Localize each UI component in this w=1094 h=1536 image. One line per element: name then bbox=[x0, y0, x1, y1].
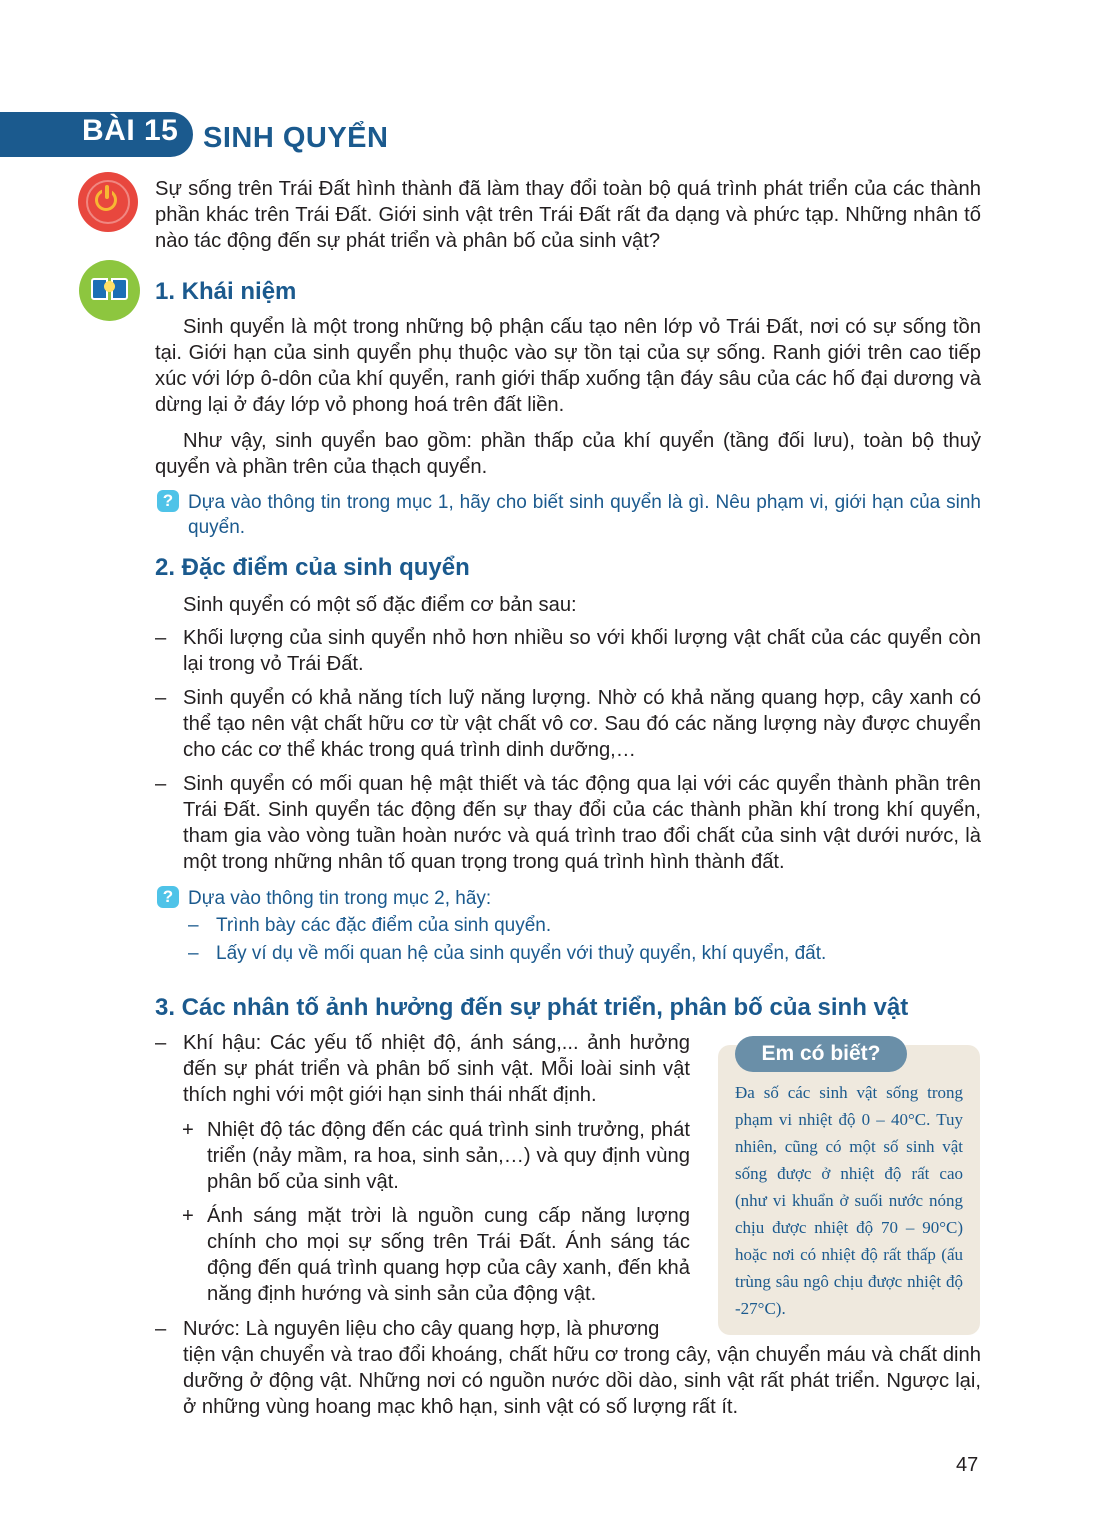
section-2-question-item-2: Lấy ví dụ về mối quan hệ của sinh quyển với thuỷ quyển, khí quyển, đất. bbox=[216, 943, 827, 964]
bullet-dash: – bbox=[188, 915, 199, 936]
page-number: 47 bbox=[956, 1454, 979, 1476]
bullet-dash: – bbox=[155, 1032, 167, 1054]
bullet-plus: + bbox=[182, 1119, 194, 1141]
section-1-heading: 1. Khái niệm bbox=[155, 278, 297, 305]
section-2-lead: Sinh quyển có một số đặc điểm cơ bản sau: bbox=[183, 594, 577, 616]
did-you-know-text: Đa số các sinh vật sống trong phạm vi nhiệt độ 0 – 40°C. Tuy nhiên, cũng có một số sinh vật sống được ở nhiệt độ rất cao (như vi khuẩn ở suối nước nóng chịu được nhiệt độ 70 – 90°C) hoặc nơi có nhiệt độ rất thấp (ấu trùng sâu ngô chịu được nhiệt độ -27°C). bbox=[735, 1083, 963, 1318]
lesson-number: BÀI 15 bbox=[82, 114, 179, 147]
section-1-paragraph-1: Sinh quyển là một trong những bộ phận cấu tạo nên lớp vỏ Trái Đất, nơi có sự sống tồn tại. Giới hạn của sinh quyển phụ thuộc vào sự tồn tại của sự sống. Ranh giới trên cao tiếp xúc với lớp ô-dôn của khí quyển, ranh giới thấp xuống tận đáy sâu của các hố đại dương và dừng lại ở đáy lớp vỏ phong hoá trên đất liền. bbox=[155, 316, 981, 416]
bullet-dash: – bbox=[188, 943, 199, 964]
power-icon bbox=[78, 172, 138, 232]
section-2-heading: 2. Đặc điểm của sinh quyển bbox=[155, 554, 470, 581]
section-2-item-1: Khối lượng của sinh quyển nhỏ hơn nhiều so với khối lượng vật chất của các quyển còn lại trong vỏ Trái Đất. bbox=[183, 627, 981, 675]
lesson-title: SINH QUYỂN bbox=[203, 122, 389, 154]
bullet-dash: – bbox=[155, 773, 167, 795]
question-icon: ? bbox=[157, 886, 179, 908]
question-icon: ? bbox=[157, 490, 179, 512]
section-2-question-item-1: Trình bày các đặc điểm của sinh quyển. bbox=[216, 915, 552, 936]
section-2-item-3: Sinh quyển có mối quan hệ mật thiết và tác động qua lại với các quyển thành phần trên Trái Đất. Sinh quyển tác động đến sự thay đổi của các thành phần khí trong khí quyển, tham gia vào vòng tuần hoàn nước và quá trình trao đổi chất của sinh vật dưới nước, là một trong những nhân tố quan trọng trong quá trình hình thành đất. bbox=[183, 773, 981, 873]
section-3-sub-1: Nhiệt độ tác động đến các quá trình sinh trưởng, phát triển (nảy mầm, ra hoa, sinh sản,…) và quy định vùng phân bố của sinh vật. bbox=[207, 1119, 690, 1193]
section-1-question: Dựa vào thông tin trong mục 1, hãy cho biết sinh quyển là gì. Nêu phạm vi, giới hạn của sinh quyển. bbox=[188, 492, 981, 538]
section-3-climate: Khí hậu: Các yếu tố nhiệt độ, ánh sáng,... ảnh hưởng đến sự phát triển và phân bố sinh vật. Mỗi loài sinh vật thích nghi với một giới hạn sinh thái nhất định. bbox=[183, 1032, 690, 1106]
bullet-dash: – bbox=[155, 1318, 167, 1340]
did-you-know-title: Em có biết? bbox=[735, 1036, 907, 1072]
intro-paragraph: Sự sống trên Trái Đất hình thành đã làm thay đổi toàn bộ quá trình phát triển của các thành phần khác trên Trái Đất. Giới sinh vật trên Trái Đất rất đa dạng và phức tạp. Những nhân tố nào tác động đến sự phát triển và phân bố của sinh vật? bbox=[155, 178, 981, 252]
section-2-item-2: Sinh quyển có khả năng tích luỹ năng lượng. Nhờ có khả năng quang hợp, cây xanh có thể tạo nên vật chất hữu cơ từ vật chất vô cơ. Sau đó các năng lượng này được chuyển cho các cơ thể khác trong quá trình dinh dưỡng,… bbox=[183, 687, 981, 761]
bullet-dash: – bbox=[155, 627, 167, 649]
section-3-heading: 3. Các nhân tố ảnh hưởng đến sự phát triển, phân bố của sinh vật bbox=[155, 994, 909, 1021]
bullet-dash: – bbox=[155, 687, 167, 709]
section-3-water-line-1: Nước: Là nguyên liệu cho cây quang hợp, là phương bbox=[183, 1318, 660, 1340]
section-3-water-rest: tiện vận chuyển và trao đổi khoáng, chất hữu cơ trong cây, vận chuyển máu và chất dinh dưỡng ở động vật. Những nơi có nguồn nước dồi dào, sinh vật rất phát triển. Ngược lại, ở những vùng hoang mạc khô hạn, sinh vật có số lượng rất ít. bbox=[183, 1344, 981, 1418]
section-2-question-lead: Dựa vào thông tin trong mục 2, hãy: bbox=[188, 888, 492, 909]
bullet-plus: + bbox=[182, 1205, 194, 1227]
section-1-paragraph-2: Như vậy, sinh quyển bao gồm: phần thấp của khí quyển (tầng đối lưu), toàn bộ thuỷ quyển và phần trên của thạch quyển. bbox=[155, 430, 981, 478]
book-lightbulb-icon bbox=[79, 260, 140, 321]
section-3-sub-2: Ánh sáng mặt trời là nguồn cung cấp năng lượng chính cho mọi sự sống trên Trái Đất. Ánh sáng tác động đến quá trình quang hợp của cây xanh, đến khả năng định hướng và sinh sản của động vật. bbox=[207, 1205, 690, 1305]
